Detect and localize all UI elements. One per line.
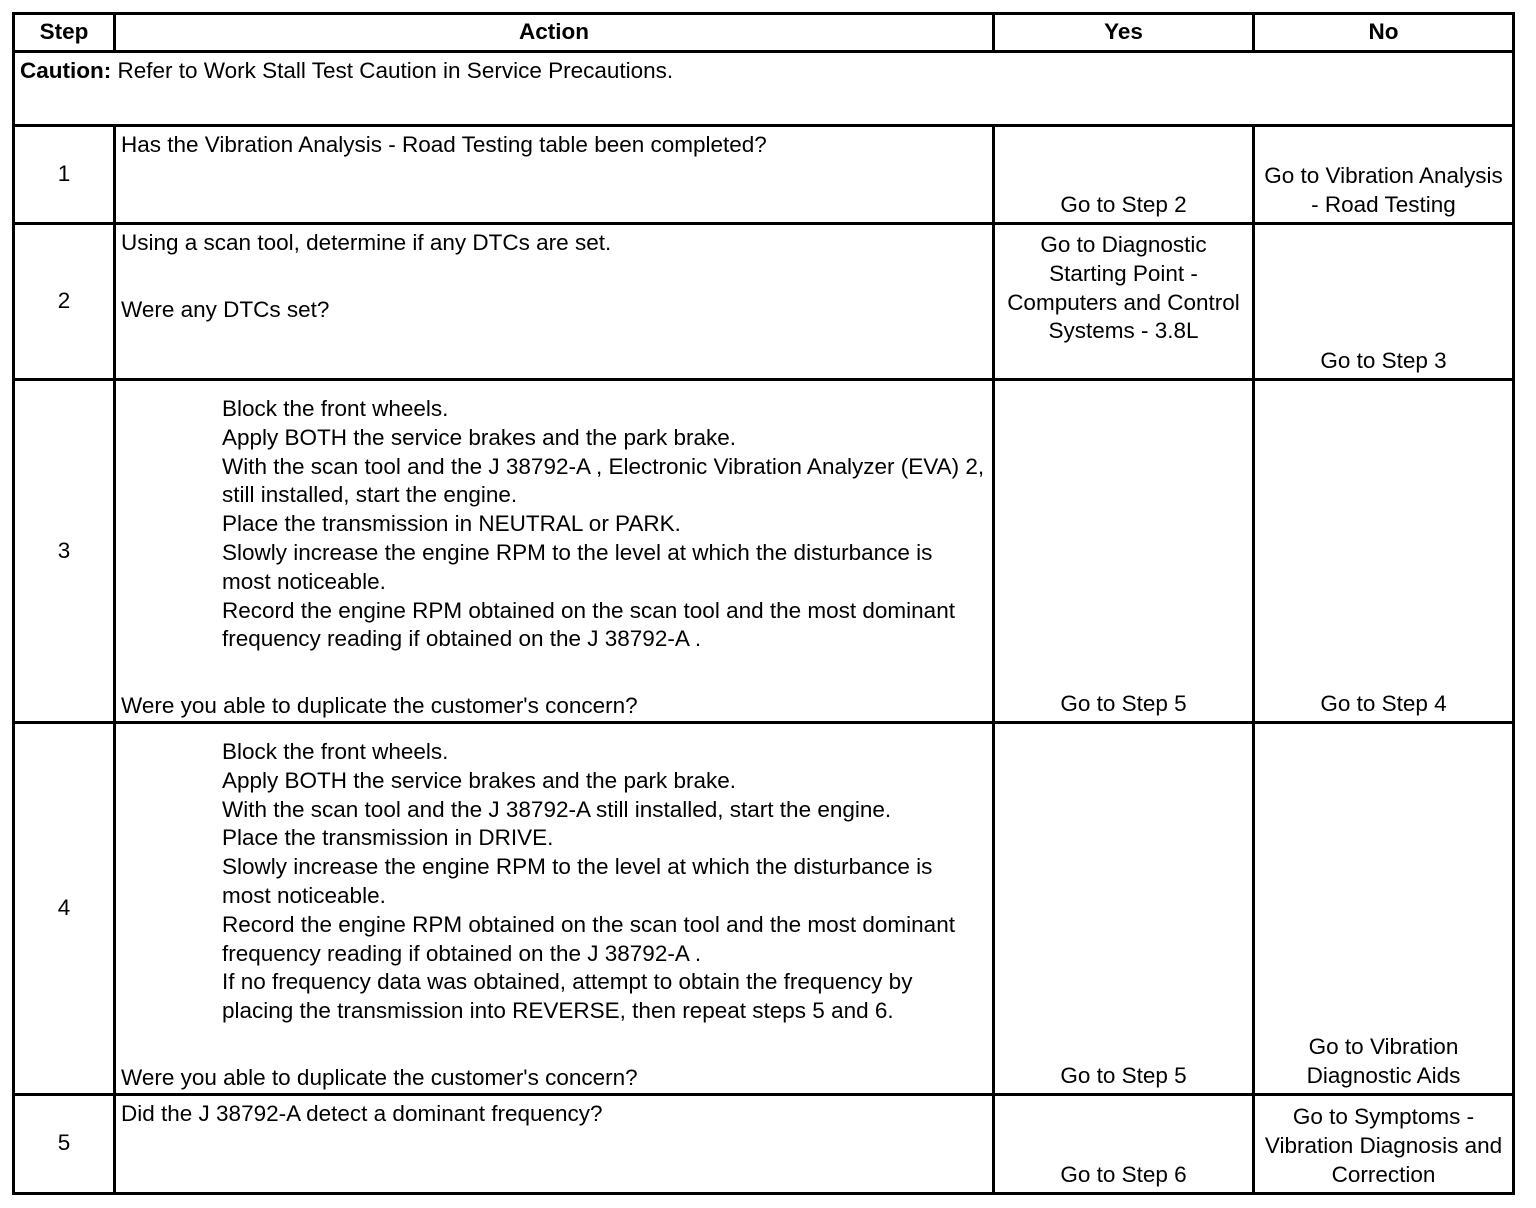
- action-step-item: With the scan tool and the J 38792-A , Electronic Vibration Analyzer (EVA) 2, still installed, start the engine.: [222, 453, 985, 508]
- step-row-4: [14, 722, 1514, 1094]
- yes-result-link[interactable]: Go to Diagnostic Starting Point - Computers and Control Systems - 3.8L: [994, 224, 1254, 380]
- header-step: Step: [14, 14, 115, 52]
- action-step-item: Block the front wheels.: [222, 396, 449, 421]
- no-result-link[interactable]: Go to Step 3: [1254, 224, 1514, 380]
- yes-result-link[interactable]: Go to Step 2: [994, 126, 1254, 224]
- no-result-link[interactable]: Go to Vibration Diagnostic Aids: [1254, 722, 1514, 1094]
- no-result-link[interactable]: Go to Symptoms - Vibration Diagnosis and Correction: [1254, 1094, 1514, 1193]
- action-step-item: If no frequency data was obtained, attempt to obtain the frequency by placing the transmission into REVERSE, then repeat steps 5 and 6.: [222, 969, 913, 1024]
- action-step-item: Place the transmission in NEUTRAL or PARK.: [222, 511, 681, 537]
- no-result-link[interactable]: Go to Vibration Analysis - Road Testing: [1254, 126, 1514, 224]
- step-number: 2: [14, 224, 115, 380]
- caution-row: [14, 52, 1514, 126]
- action-question: Were any DTCs set?: [121, 296, 330, 322]
- action-steps-list: [121, 738, 987, 1026]
- header-no: No: [1254, 14, 1514, 52]
- action-question: Were you able to duplicate the customer's concern?: [121, 693, 638, 719]
- action-step-item: Apply BOTH the service brakes and the park brake.: [222, 767, 736, 793]
- step-number: 3: [14, 380, 115, 723]
- action-question: Were you able to duplicate the customer's concern?: [121, 1064, 638, 1090]
- action-question: Did the J 38792-A detect a dominant frequency?: [121, 1100, 603, 1126]
- caution-cell: [14, 52, 1514, 126]
- caution-label: Caution:: [20, 58, 112, 83]
- action-cell: [115, 380, 994, 723]
- caution-text: Refer to Work Stall Test Caution in Service Precautions.: [111, 58, 674, 83]
- action-step-item: Slowly increase the engine RPM to the level at which the disturbance is most noticeable.: [222, 539, 933, 594]
- step-row-5: [14, 1094, 1514, 1193]
- action-step-item: Record the engine RPM obtained on the scan tool and the most dominant frequency reading if obtained on the J 38792-A .: [222, 911, 955, 966]
- action-intro: Using a scan tool, determine if any DTCs are set.: [121, 230, 612, 255]
- yes-result-link[interactable]: Go to Step 6: [994, 1094, 1254, 1193]
- action-step-item: Place the transmission in DRIVE.: [222, 825, 554, 851]
- action-cell: [115, 1094, 994, 1193]
- yes-result-link[interactable]: Go to Step 5: [994, 380, 1254, 723]
- step-row-1: [14, 126, 1514, 224]
- header-action: Action: [115, 14, 994, 52]
- diagnostic-table: [12, 12, 1515, 1195]
- action-question: Has the Vibration Analysis - Road Testing table been completed?: [121, 132, 767, 157]
- header-yes: Yes: [994, 14, 1254, 52]
- step-number: 5: [14, 1094, 115, 1193]
- no-result-link[interactable]: Go to Step 4: [1254, 380, 1514, 723]
- step-row-3: [14, 380, 1514, 723]
- action-cell: [115, 224, 994, 380]
- action-step-item: With the scan tool and the J 38792-A still installed, start the engine.: [222, 796, 892, 822]
- diagnostic-table-wrapper: [12, 12, 1515, 1195]
- step-number: 4: [14, 722, 115, 1094]
- action-cell: [115, 722, 994, 1094]
- action-steps-list: [121, 395, 987, 654]
- action-step-item: Block the front wheels.: [222, 738, 449, 764]
- action-step-item: Record the engine RPM obtained on the scan tool and the most dominant frequency reading if obtained on the J 38792-A .: [222, 597, 955, 652]
- step-number: 1: [14, 126, 115, 224]
- yes-result-link[interactable]: Go to Step 5: [994, 722, 1254, 1094]
- action-cell: [115, 126, 994, 224]
- step-row-2: [14, 224, 1514, 380]
- action-step-item: Apply BOTH the service brakes and the park brake.: [222, 424, 736, 450]
- header-row: [14, 14, 1514, 52]
- action-step-item: Slowly increase the engine RPM to the level at which the disturbance is most noticeable.: [222, 854, 933, 908]
